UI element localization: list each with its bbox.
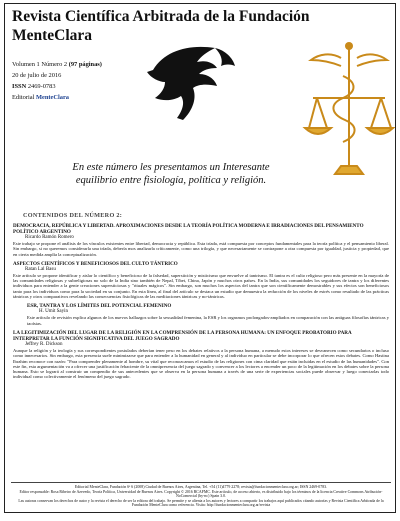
article-author: H. Umit Sayin (39, 309, 69, 315)
publisher-label: Editorial (12, 94, 35, 101)
page-count: (97 páginas) (68, 61, 102, 68)
article-entry (13, 261, 389, 299)
footer-rights: Las autoras conservan los derechos de autor y la revista el derecho de ser la editora del trabajo. Se permite y se alienta a los autores y lectores a compartir los trabajos aquí publicados citando autorías y Revista Científica Arbitrada de la Fundación MenteClara como referencia. Visita: http://fundacionmenteclara.org.ar/revista (18, 498, 384, 508)
footer-license: Editor responsable: Rosa Ribeiro de Azevedo, Teoría Política, Universidad de Buenos Aires. Copyright © 2016 RCAFMC. Este artículo, de acceso abierto, es distribuido bajo los términos de la licencia Creative Commons Atribución-NoComercial (by-nc) Spain 3.0. (19, 489, 383, 499)
issue-intro: En este número les presentamos un Interesante equilibrio entre fisiología, política y religión. (72, 162, 270, 186)
volume-number: Volumen 1 Número 2 (12, 61, 68, 68)
article-title: LA LEGITIMIZACIÓN DEL LUGAR DE LA RELIGIÓN EN LA COMPRENSIÓN DE LA PERSONA HUMANA: UN ENFOQUE PROBATORIO PARA INTERPRETAR LA FUNCIÓN SIGNIFICATIVA DEL JUEGO SAGRADO (13, 329, 352, 342)
journal-title: Revista Científica Arbitrada de la Fundación MenteClara (12, 8, 310, 44)
article-abstract: Este trabajo se propone el análisis de los vínculos existentes entre libertad, democracia y república. Esta tríada, está compuesta por conceptos fundamentales para la teoría política y el pensamiento liberal. Sin embargo, si no queremos considerarla una tríada, debería mos analizarla críticamente, como una trilogía, y que necesariamente se contrapone a otra compuesta por igualdad, justicia y propiedad, que en cierta medida amplía la conceptualización. (13, 241, 389, 257)
article-author: Ratan Lal Basu (25, 266, 56, 272)
winged-horse-logo-icon (135, 40, 245, 126)
contents-heading: CONTENIDOS DEL NÚMERO 2: (23, 212, 123, 219)
article-abstract: Este artículo de revisión explica algunos de los nuevos hallazgos sobre la sexualidad femenina, la ESR y los orgasmos prolongados-ampliados en comparación con las antiguas filosofías tántricas y taoístas. (27, 315, 389, 326)
issue-date: 20 de julio de 2016 (12, 72, 62, 79)
article-abstract: Aunque la religión y la teología y sus correspondientes postulados deberían tener peso en los debates relativos a la persona humana, a menudo estos intereses se desvanecen como secundarios o incluso como innecesarios. Sin embargo, esta presencia suele minimizarse que para entender a la humanidad en general y al individuo en particular se debe incorporar lo que ofrecen estos debates. Como Hastina Ibrahim reconoce con razón: "Para comprender plenamente al hombre, su vital que reconozcamos el estudio de las religiones con cima claridad que están incluidas en el estudio de las humanidades". Con este fin, esta argumentación va a ofrecer una justificación fehaciente de la omnipresencia del juego sagrado y convencer a los lectores a encender un poco de la legitimación en los debates sobre la persona humana. Esto se logrará al construir un compendio de sus antecedentes que se observa en la persona humana a través de una serie de experiencias sociales puede observar y luego conectarlas todo individual como colectivamente el fenómeno del juego sagrado. (13, 347, 389, 380)
article-list (13, 223, 389, 384)
article-title: DEMOCRACIA, REPÚBLICA Y LIBERTAD. APROXIMACIONES DESDE LA TEORÍA POLÍTICA MODERNA E IRRADIACIONES DEL PENSAMIENTO POLÍTICO ARGENTINO (13, 223, 364, 235)
footer-contact: Editorial MenteClara, Fundación 6ª 6 (2008) Ciudad de Buenos Aires, Argentina, Tel. +54 (11)4779 2278; revista@fundacionmenteclara.org.ar; ISSN 2469-0783. (74, 485, 328, 490)
issn-number: 2469-0783 (27, 83, 56, 90)
publisher-name: MenteClara (35, 94, 69, 101)
issn-label: ISSN (12, 83, 27, 90)
article-title: ASPECTOS CIENTÍFICOS Y BENEFICIOSOS DEL CULTO TÁNTRICO (13, 260, 178, 267)
caduceus-scales-icon (301, 36, 396, 186)
document-page (4, 3, 396, 513)
article-author: Ricardo Ramón Romero (25, 235, 74, 240)
article-entry (27, 303, 389, 326)
article-title: ESR, TANTRA Y LOS LÍMITES DEL POTENCIAL FEMENINO (27, 303, 172, 310)
article-abstract: Este artículo se propone identificar y aislar lo científico y beneficioso de la falsedad, superstición y misticismo que envuelve al tantrismo. El tantra es el culto religioso pero más presente en la mayoría de las comunidades religiosas y subreligiosas no solo de la India sino también de Nepal, Tíbet, China, Japón y muchos otros países. En la India, sus comunidades los seguidores de tantra y los diferentes individuos para entender a la gente creaciones supersticiosas y "rituales mágicos". Sin embargo, son muchos los aspectos del tantra que son científicamente demostrables y sus efectos son beneficiosos tanto para los individuos como para la sociedad en su conjunto. En esta línea, al final del artículo se destaca un estudio que demuestra la reducción de los niveles de estrés como resultado de las prácticas tántricas y otros comparativos revelando las consecuencias fisiológicas de las meditaciones tántricas y no-tántricas. (13, 272, 389, 300)
article-author: Jeffrey R. Dickson (25, 341, 63, 347)
article-entry (13, 330, 389, 380)
publication-footer (11, 482, 391, 508)
article-entry (13, 223, 389, 257)
